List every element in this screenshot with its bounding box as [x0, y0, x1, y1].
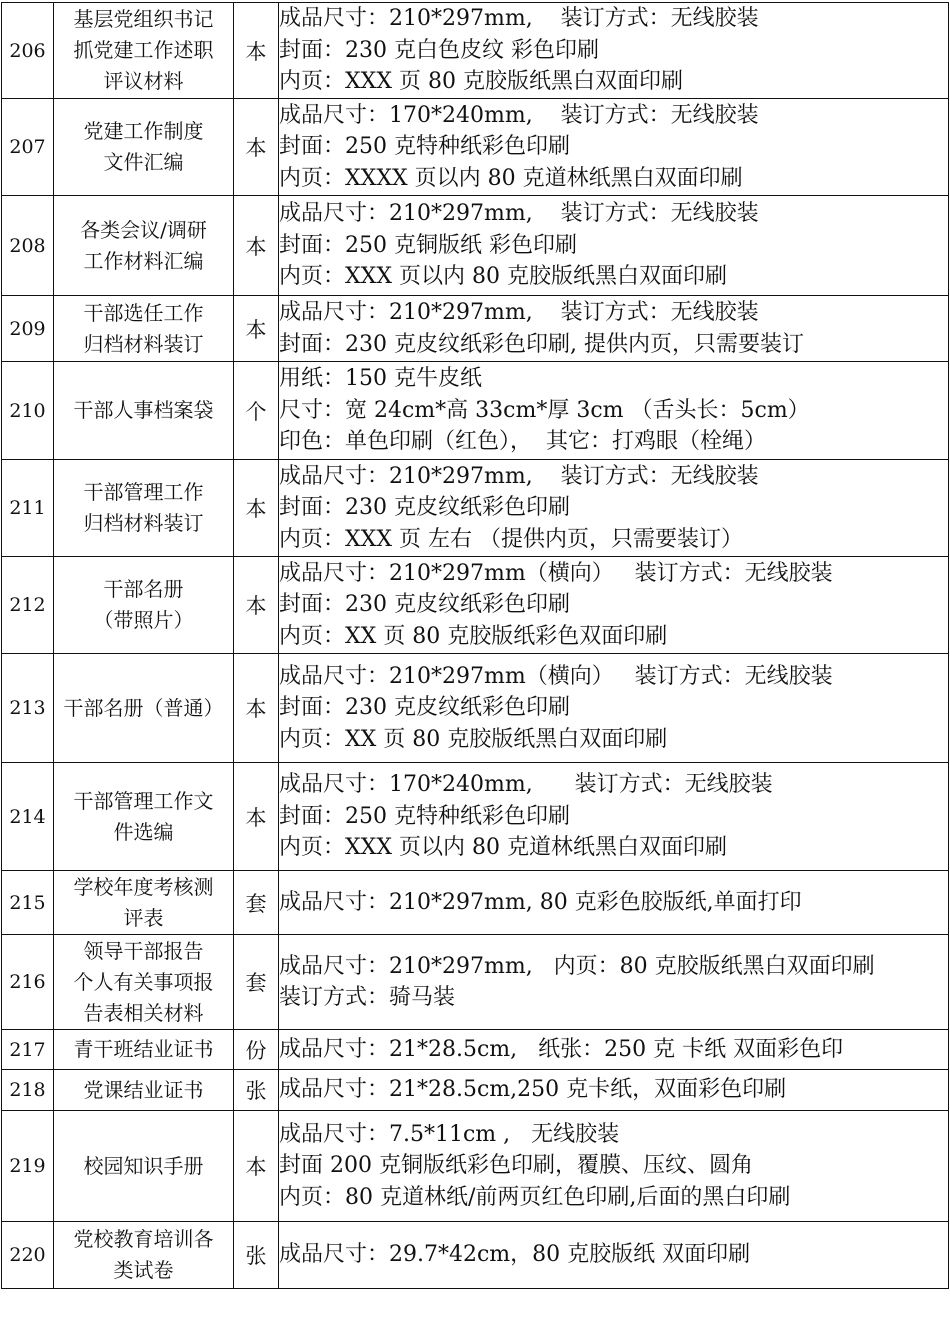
item-name-line: 校园知识手册	[83, 1153, 204, 1178]
item-spec-line: 内页：XX 页 80 克胶版纸黑白双面印刷	[279, 726, 668, 752]
item-spec-line: 成品尺寸：210*297mm, 内页：80 克胶版纸黑白双面印刷	[279, 953, 875, 979]
item-spec-cell	[279, 935, 949, 1030]
item-spec-line: 用纸：150 克牛皮纸	[279, 366, 482, 392]
item-spec-cell	[279, 1111, 949, 1222]
item-unit-cell: 本	[234, 196, 279, 296]
item-spec-line: 装订方式：骑马装	[279, 985, 456, 1010]
item-name-line: （带照片）	[93, 608, 194, 632]
item-name-line: 干部名册（普通）	[63, 695, 224, 720]
item-spec-line: 封面：230 克皮纹纸彩色印刷	[279, 592, 570, 618]
item-number-cell: 206	[2, 3, 54, 99]
item-name-line: 个人有关事项报	[73, 969, 214, 994]
item-spec-line: 成品尺寸：210*297mm, 装订方式：无线胶装	[279, 300, 759, 325]
item-spec-line: 成品尺寸：210*297mm（横向） 装订方式：无线胶装	[279, 560, 833, 586]
table-row	[2, 296, 949, 362]
item-spec-line: 成品尺寸：21*28.5cm, 纸张：250 克 卡纸 双面彩色印	[279, 1036, 844, 1062]
item-spec-line: 封面：230 克白色皮纹 彩色印刷	[279, 37, 599, 63]
item-name-line: 类试卷	[113, 1258, 174, 1282]
item-spec-line: 封面：250 克铜版纸 彩色印刷	[279, 232, 577, 258]
print-spec-table	[1, 2, 949, 1289]
item-spec-line: 封面：230 克皮纹纸彩色印刷, 提供内页，只需要装订	[279, 331, 804, 357]
item-name-line: 干部选任工作	[83, 300, 204, 325]
item-spec-line: 成品尺寸：21*28.5cm,250 克卡纸，双面彩色印刷	[279, 1077, 787, 1103]
table-row	[2, 654, 949, 763]
item-name-cell	[54, 654, 234, 763]
item-name-cell	[54, 871, 234, 935]
table-row	[2, 3, 949, 99]
item-number-cell: 211	[2, 460, 54, 557]
item-name-line: 干部人事档案袋	[73, 398, 214, 422]
item-name-cell	[54, 460, 234, 557]
item-spec-line: 封面：250 克特种纸彩色印刷	[279, 803, 570, 829]
item-number-cell: 212	[2, 557, 54, 654]
item-number-cell: 215	[2, 871, 54, 935]
item-unit-cell: 本	[234, 99, 279, 196]
item-unit-cell: 个	[234, 362, 279, 460]
item-spec-line: 内页：XXX 页 80 克胶版纸黑白双面印刷	[279, 69, 683, 95]
item-name-line: 评表	[123, 905, 164, 930]
item-name-cell	[54, 1030, 234, 1070]
item-spec-line: 内页：XXX 页 左右 （提供内页，只需要装订）	[279, 526, 743, 552]
item-name-line: 件选编	[113, 819, 174, 844]
table-row	[2, 99, 949, 196]
table-row	[2, 763, 949, 871]
item-name-line: 各类会议/调研	[80, 217, 207, 242]
item-spec-line: 封面：230 克皮纹纸彩色印刷	[279, 695, 570, 721]
item-spec-line: 内页：XXX 页以内 80 克道林纸黑白双面印刷	[279, 835, 727, 861]
item-spec-line: 封面 200 克铜版纸彩色印刷，覆膜、压纹、圆角	[279, 1153, 753, 1179]
item-name-line: 党建工作制度	[83, 119, 204, 143]
item-spec-cell	[279, 362, 949, 460]
item-spec-line: 内页：XXXX 页以内 80 克道林纸黑白双面印刷	[279, 165, 743, 191]
item-unit-cell: 张	[234, 1222, 279, 1289]
item-spec-cell	[279, 1222, 949, 1289]
item-name-line: 党校教育培训各	[73, 1227, 214, 1251]
item-spec-cell	[279, 654, 949, 763]
item-unit-cell: 张	[234, 1070, 279, 1111]
item-unit-cell: 本	[234, 460, 279, 557]
item-spec-cell	[279, 296, 949, 362]
item-spec-cell	[279, 1030, 949, 1070]
item-spec-line: 封面：250 克特种纸彩色印刷	[279, 134, 570, 160]
item-unit-cell: 本	[234, 3, 279, 99]
table-row	[2, 871, 949, 935]
table-row	[2, 1070, 949, 1111]
item-spec-line: 成品尺寸：7.5*11cm , 无线胶装	[279, 1121, 620, 1147]
item-name-cell	[54, 99, 234, 196]
item-number-cell: 219	[2, 1111, 54, 1222]
item-name-line: 青干班结业证书	[73, 1037, 214, 1061]
item-spec-line: 封面：230 克皮纹纸彩色印刷	[279, 495, 570, 521]
item-spec-cell	[279, 763, 949, 871]
item-spec-line: 成品尺寸：29.7*42cm，80 克胶版纸 双面印刷	[279, 1242, 751, 1268]
item-spec-line: 成品尺寸：210*297mm, 装订方式：无线胶装	[279, 463, 759, 489]
item-name-line: 抓党建工作述职	[73, 38, 214, 62]
item-number-cell: 209	[2, 296, 54, 362]
item-spec-line: 成品尺寸：210*297mm, 80 克彩色胶版纸,单面打印	[279, 889, 802, 915]
item-spec-cell	[279, 557, 949, 654]
item-name-cell	[54, 1111, 234, 1222]
item-spec-line: 成品尺寸：170*240mm, 装订方式：无线胶装	[279, 102, 759, 128]
item-name-line: 评议材料	[103, 69, 184, 93]
item-spec-cell	[279, 460, 949, 557]
item-name-line: 学校年度考核测	[73, 874, 214, 899]
item-number-cell: 220	[2, 1222, 54, 1289]
table-row	[2, 935, 949, 1030]
item-unit-cell: 本	[234, 654, 279, 763]
item-spec-cell	[279, 871, 949, 935]
item-name-line: 归档材料装订	[83, 331, 204, 356]
item-unit-cell: 本	[234, 557, 279, 654]
item-number-cell: 217	[2, 1030, 54, 1070]
item-name-cell	[54, 296, 234, 362]
item-spec-line: 成品尺寸：210*297mm（横向） 装订方式：无线胶装	[279, 663, 833, 689]
item-name-line: 基层党组织书记	[73, 7, 214, 31]
item-name-line: 工作材料汇编	[83, 248, 204, 273]
item-name-line: 文件汇编	[103, 150, 184, 174]
item-number-cell: 216	[2, 935, 54, 1030]
item-spec-line: 内页：XXX 页以内 80 克胶版纸黑白双面印刷	[279, 264, 727, 290]
item-spec-line: 尺寸：宽 24cm*高 33cm*厚 3cm （舌头长：5cm）	[279, 397, 810, 423]
item-number-cell: 210	[2, 362, 54, 460]
item-spec-line: 成品尺寸：210*297mm, 装订方式：无线胶装	[279, 6, 759, 32]
item-number-cell: 208	[2, 196, 54, 296]
table-row	[2, 1030, 949, 1070]
item-spec-cell	[279, 3, 949, 99]
item-name-cell	[54, 935, 234, 1030]
item-number-cell: 218	[2, 1070, 54, 1111]
item-unit-cell: 本	[234, 296, 279, 362]
item-unit-cell: 本	[234, 763, 279, 871]
item-unit-cell: 份	[234, 1030, 279, 1070]
table-row	[2, 1222, 949, 1289]
item-name-cell	[54, 362, 234, 460]
item-spec-line: 成品尺寸：170*240mm, 装订方式：无线胶装	[279, 772, 773, 798]
item-spec-cell	[279, 1070, 949, 1111]
table-row	[2, 460, 949, 557]
item-name-cell	[54, 1222, 234, 1289]
item-name-line: 党课结业证书	[83, 1077, 204, 1102]
item-spec-line: 成品尺寸：210*297mm, 装订方式：无线胶装	[279, 201, 759, 227]
table-row	[2, 196, 949, 296]
item-spec-cell	[279, 99, 949, 196]
item-name-cell	[54, 763, 234, 871]
item-name-line: 领导干部报告	[83, 938, 204, 963]
item-number-cell: 214	[2, 763, 54, 871]
table-row	[2, 362, 949, 460]
table-row	[2, 557, 949, 654]
item-unit-cell: 套	[234, 935, 279, 1030]
table-body	[2, 3, 949, 1289]
item-spec-cell	[279, 196, 949, 296]
item-number-cell: 207	[2, 99, 54, 196]
item-name-line: 干部管理工作文	[73, 788, 214, 813]
item-name-cell	[54, 557, 234, 654]
item-name-line: 归档材料装订	[83, 511, 204, 535]
item-spec-line: 内页：80 克道林纸/前两页红色印刷,后面的黑白印刷	[279, 1184, 791, 1210]
item-name-cell	[54, 1070, 234, 1111]
item-spec-line: 内页：XX 页 80 克胶版纸彩色双面印刷	[279, 623, 668, 649]
item-unit-cell: 套	[234, 871, 279, 935]
item-name-cell	[54, 196, 234, 296]
item-unit-cell: 本	[234, 1111, 279, 1222]
item-name-line: 告表相关材料	[83, 1000, 204, 1025]
table-row	[2, 1111, 949, 1222]
item-name-line: 干部名册	[103, 577, 184, 601]
item-name-cell	[54, 3, 234, 99]
item-spec-line: 印色：单色印刷（红色）， 其它：打鸡眼（栓绳）	[279, 429, 766, 455]
item-name-line: 干部管理工作	[83, 480, 204, 504]
item-number-cell: 213	[2, 654, 54, 763]
